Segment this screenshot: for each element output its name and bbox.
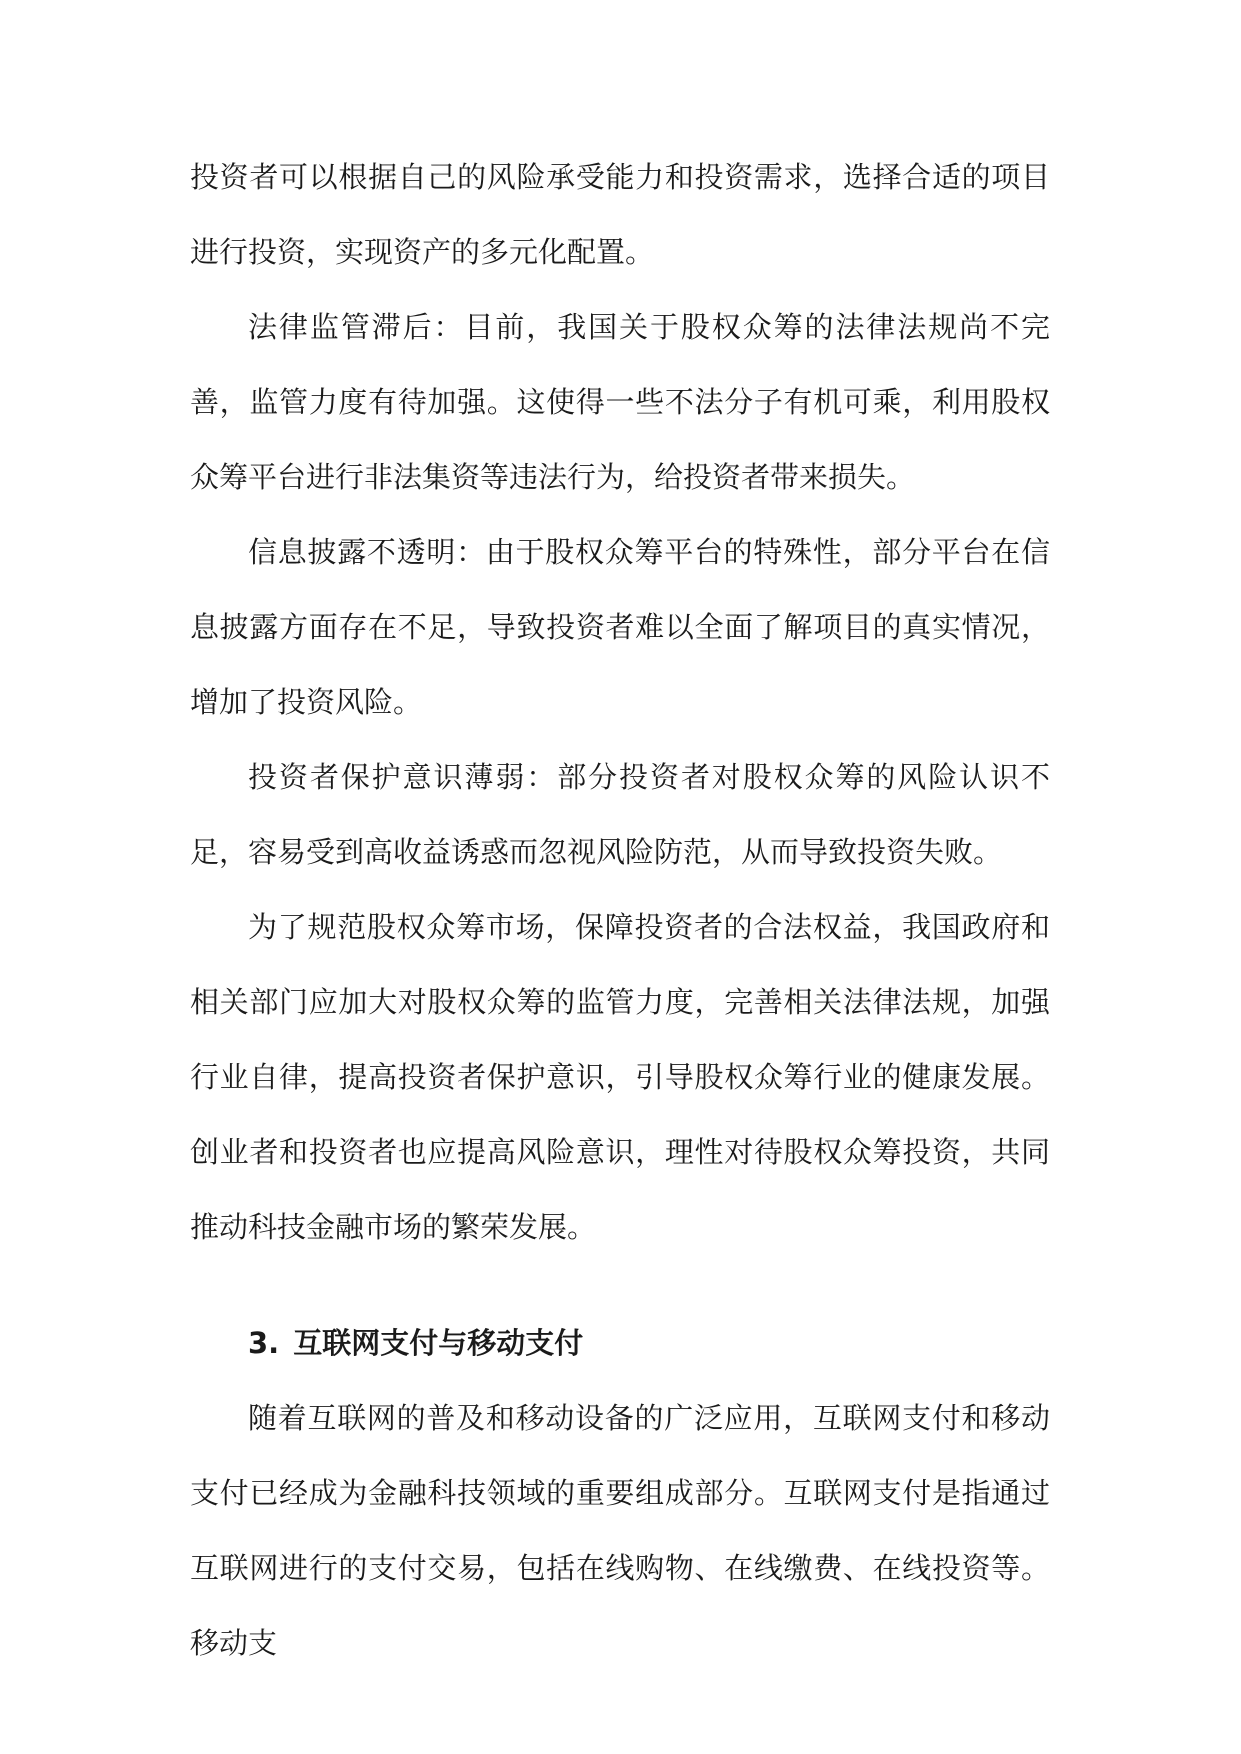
paragraph-continuation: 投资者可以根据自己的风险承受能力和投资需求，选择合适的项目进行投资，实现资产的多元化配置。 xyxy=(190,160,1050,269)
document-body xyxy=(190,140,1050,1681)
paragraph-legal-regulation: 法律监管滞后：目前，我国关于股权众筹的法律法规尚不完善，监管力度有待加强。这使得一些不法分子有机可乘，利用股权众筹平台进行非法集资等违法行为，给投资者带来损失。 xyxy=(190,310,1050,494)
section-heading xyxy=(190,1306,1050,1381)
paragraph-internet-payment: 随着互联网的普及和移动设备的广泛应用，互联网支付和移动支付已经成为金融科技领域的重要组成部分。互联网支付是指通过互联网进行的支付交易，包括在线购物、在线缴费、在线投资等。移动支 xyxy=(190,1401,1050,1660)
section-title: 互联网支付与移动支付 xyxy=(293,1326,584,1360)
paragraph-information-disclosure: 信息披露不透明：由于股权众筹平台的特殊性，部分平台在信息披露方面存在不足，导致投资者难以全面了解项目的真实情况，增加了投资风险。 xyxy=(190,535,1050,719)
paragraph-investor-protection: 投资者保护意识薄弱：部分投资者对股权众筹的风险认识不足，容易受到高收益诱惑而忽视风险防范，从而导致投资失败。 xyxy=(190,760,1050,869)
section-number: 3. xyxy=(248,1326,280,1360)
paragraph-regulation-recommendation: 为了规范股权众筹市场，保障投资者的合法权益，我国政府和相关部门应加大对股权众筹的监管力度，完善相关法律法规，加强行业自律，提高投资者保护意识，引导股权众筹行业的健康发展。创业者和投资者也应提高风险意识，理性对待股权众筹投资，共同推动科技金融市场的繁荣发展。 xyxy=(190,910,1050,1244)
